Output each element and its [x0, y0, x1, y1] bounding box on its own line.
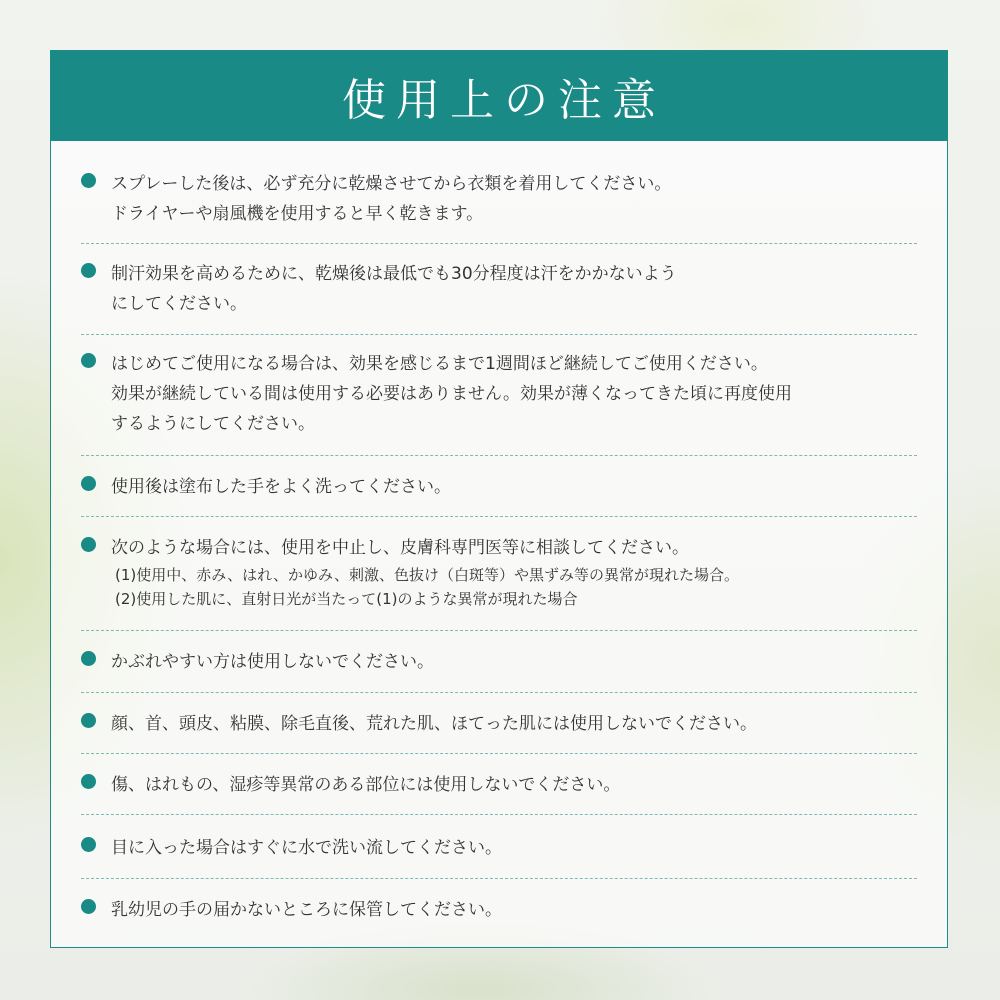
- divider: [81, 753, 917, 754]
- caution-item: [81, 770, 917, 800]
- caution-item: [81, 349, 917, 439]
- divider: [81, 516, 917, 517]
- caution-text: はじめてご使用になる場合は、効果を感じるまで1週間ほど継続してご使用ください。: [111, 354, 768, 374]
- caution-item: [81, 709, 917, 739]
- divider: [81, 878, 917, 879]
- caution-item: [81, 533, 917, 611]
- caution-text: するようにしてください。: [111, 414, 315, 434]
- caution-text: 乳幼児の手の届かないところに保管してください。: [111, 900, 502, 920]
- caution-item: [81, 833, 917, 863]
- bullet-icon: [81, 837, 96, 852]
- bullet-icon: [81, 899, 96, 914]
- caution-item: [81, 472, 917, 502]
- caution-text: 制汗効果を高めるために、乾燥後は最低でも30分程度は汗をかかないよう: [111, 264, 677, 284]
- caution-text: ドライヤーや扇風機を使用すると早く乾きます。: [111, 204, 484, 224]
- bullet-icon: [81, 263, 96, 278]
- caution-text: かぶれやすい方は使用しないでください。: [111, 652, 434, 672]
- caution-item: [81, 895, 917, 925]
- caution-item: [81, 259, 917, 319]
- caution-text: 効果が継続している間は使用する必要はありません。効果が薄くなってきた頃に再度使用: [111, 384, 793, 404]
- bullet-icon: [81, 476, 96, 491]
- caution-text: 目に入った場合はすぐに水で洗い流してください。: [111, 838, 502, 858]
- bullet-icon: [81, 774, 96, 789]
- divider: [81, 814, 917, 815]
- divider: [81, 455, 917, 456]
- caution-subtext: (1)使用中、赤み、はれ、かゆみ、刺激、色抜け（白斑等）や黒ずみ等の異常が現れた場合。: [115, 566, 739, 584]
- caution-text: 使用後は塗布した手をよく洗ってください。: [111, 477, 451, 497]
- bullet-icon: [81, 537, 96, 552]
- bullet-icon: [81, 173, 96, 188]
- caution-text: スプレーした後は、必ず充分に乾燥させてから衣類を着用してください。: [111, 174, 672, 194]
- divider: [81, 243, 917, 244]
- bullet-icon: [81, 651, 96, 666]
- divider: [81, 692, 917, 693]
- divider: [81, 630, 917, 631]
- caution-text: にしてください。: [111, 294, 247, 314]
- divider: [81, 334, 917, 335]
- caution-subtext: (2)使用した肌に、直射日光が当たって(1)のような異常が現れた場合: [115, 590, 578, 608]
- caution-text: 次のような場合には、使用を中止し、皮膚科専門医等に相談してください。: [111, 538, 689, 558]
- bullet-icon: [81, 353, 96, 368]
- caution-text: 傷、はれもの、湿疹等異常のある部位には使用しないでください。: [111, 775, 621, 795]
- caution-item: [81, 647, 917, 677]
- bullet-icon: [81, 713, 96, 728]
- page-title: 使用上の注意: [342, 75, 666, 126]
- title-bar: [51, 51, 947, 141]
- caution-panel: [50, 50, 948, 948]
- caution-item: [81, 169, 917, 229]
- caution-text: 顔、首、頭皮、粘膜、除毛直後、荒れた肌、ほてった肌には使用しないでください。: [111, 714, 757, 734]
